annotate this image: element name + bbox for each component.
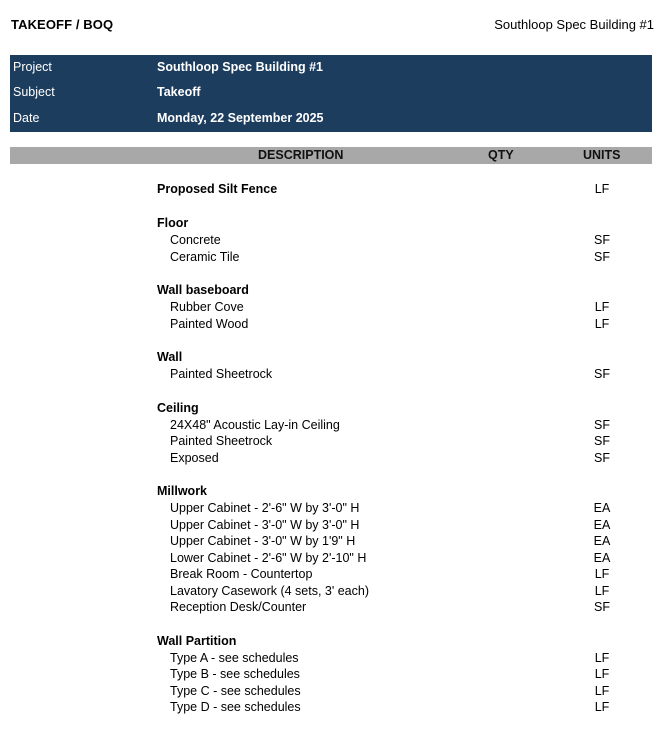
group-heading: Wall <box>157 350 183 364</box>
group-heading: Floor <box>157 216 189 230</box>
table-row <box>0 316 664 333</box>
column-header-description: DESCRIPTION <box>258 148 344 162</box>
unit-cell: SF <box>594 367 610 381</box>
item-description: Type A - see schedules <box>170 650 299 665</box>
table-row <box>0 699 664 716</box>
info-value: Southloop Spec Building #1 <box>157 60 323 74</box>
unit-cell: SF <box>594 233 610 247</box>
unit-cell: SF <box>594 600 610 614</box>
table-row <box>0 550 664 567</box>
table-row <box>0 299 664 316</box>
group-heading: Millwork <box>157 484 208 498</box>
table-row <box>0 650 664 667</box>
info-value: Takeoff <box>157 85 201 99</box>
table-row <box>0 599 664 616</box>
item-description: Rubber Cove <box>170 300 244 314</box>
item-description: Type C - see schedules <box>170 683 301 698</box>
table-row <box>0 249 664 266</box>
unit-cell: LF <box>594 683 610 698</box>
item-description: Upper Cabinet - 3'-0" W by 1'9" H <box>170 534 356 548</box>
item-description: Type B - see schedules <box>170 667 300 681</box>
table-group <box>0 181 664 198</box>
unit-cell: LF <box>594 316 610 331</box>
info-label: Project <box>13 60 52 74</box>
unit-cell: EA <box>593 517 611 532</box>
unit-cell: SF <box>594 417 610 432</box>
unit-cell: EA <box>593 501 611 515</box>
item-description: Painted Wood <box>170 316 249 331</box>
table-row <box>0 417 664 434</box>
item-description: Concrete <box>170 233 221 247</box>
item-description: Reception Desk/Counter <box>170 600 307 614</box>
takeoff-table-body <box>0 165 664 716</box>
table-row <box>0 583 664 600</box>
group-heading-row <box>0 400 664 417</box>
column-header-qty: QTY <box>488 148 514 162</box>
table-group <box>0 215 664 265</box>
unit-cell: SF <box>594 434 610 448</box>
info-label: Subject <box>13 85 55 99</box>
group-heading: Wall baseboard <box>157 283 249 297</box>
group-heading-row <box>0 282 664 299</box>
group-heading: Proposed Silt Fence <box>157 182 278 196</box>
item-description: Lower Cabinet - 2'-6" W by 2'-10" H <box>170 550 367 565</box>
item-description: 24X48" Acoustic Lay-in Ceiling <box>170 417 340 432</box>
info-label: Date <box>13 111 40 125</box>
table-row <box>0 366 664 383</box>
table-row <box>0 517 664 534</box>
group-heading: Wall Partition <box>157 633 237 648</box>
project-info-block <box>10 55 652 132</box>
table-group <box>0 349 664 383</box>
unit-cell: LF <box>594 650 610 665</box>
document-header <box>0 0 664 50</box>
group-heading: Ceiling <box>157 400 199 415</box>
unit-cell: LF <box>594 300 610 314</box>
unit-cell: LF <box>594 182 610 196</box>
document-type-label: TAKEOFF / BOQ <box>11 17 114 32</box>
group-heading-row <box>0 633 664 650</box>
unit-cell: LF <box>594 667 610 681</box>
group-heading-row <box>0 483 664 500</box>
table-row <box>0 666 664 683</box>
unit-cell: LF <box>594 567 610 581</box>
info-value: Monday, 22 September 2025 <box>157 111 324 125</box>
item-description: Type D - see schedules <box>170 700 301 714</box>
info-row-subject <box>10 80 652 105</box>
item-description: Lavatory Casework (4 sets, 3' each) <box>170 583 369 598</box>
item-description: Exposed <box>170 450 219 465</box>
item-description: Upper Cabinet - 2'-6" W by 3'-0" H <box>170 501 360 515</box>
item-description: Ceramic Tile <box>170 249 240 264</box>
item-description: Upper Cabinet - 3'-0" W by 3'-0" H <box>170 517 360 532</box>
table-row <box>0 232 664 249</box>
table-row <box>0 533 664 550</box>
column-header-units: UNITS <box>583 148 621 162</box>
unit-cell: LF <box>594 700 610 714</box>
table-row <box>0 566 664 583</box>
unit-cell: EA <box>593 534 611 548</box>
unit-cell: SF <box>594 249 610 264</box>
table-row <box>0 450 664 467</box>
table-row <box>0 500 664 517</box>
table-group <box>0 400 664 467</box>
info-row-project <box>10 55 652 80</box>
item-description: Break Room - Countertop <box>170 567 313 581</box>
group-heading-row <box>0 181 664 198</box>
table-row <box>0 683 664 700</box>
item-description: Painted Sheetrock <box>170 434 273 448</box>
unit-cell: SF <box>594 450 610 465</box>
table-group <box>0 282 664 332</box>
table-header <box>10 147 652 164</box>
header-project-name: Southloop Spec Building #1 <box>494 17 654 32</box>
table-group <box>0 483 664 616</box>
table-group <box>0 633 664 716</box>
table-row <box>0 433 664 450</box>
item-description: Painted Sheetrock <box>170 367 273 381</box>
group-heading-row <box>0 215 664 232</box>
unit-cell: EA <box>593 550 611 565</box>
unit-cell: LF <box>594 583 610 598</box>
info-row-date <box>10 106 652 131</box>
group-heading-row <box>0 349 664 366</box>
